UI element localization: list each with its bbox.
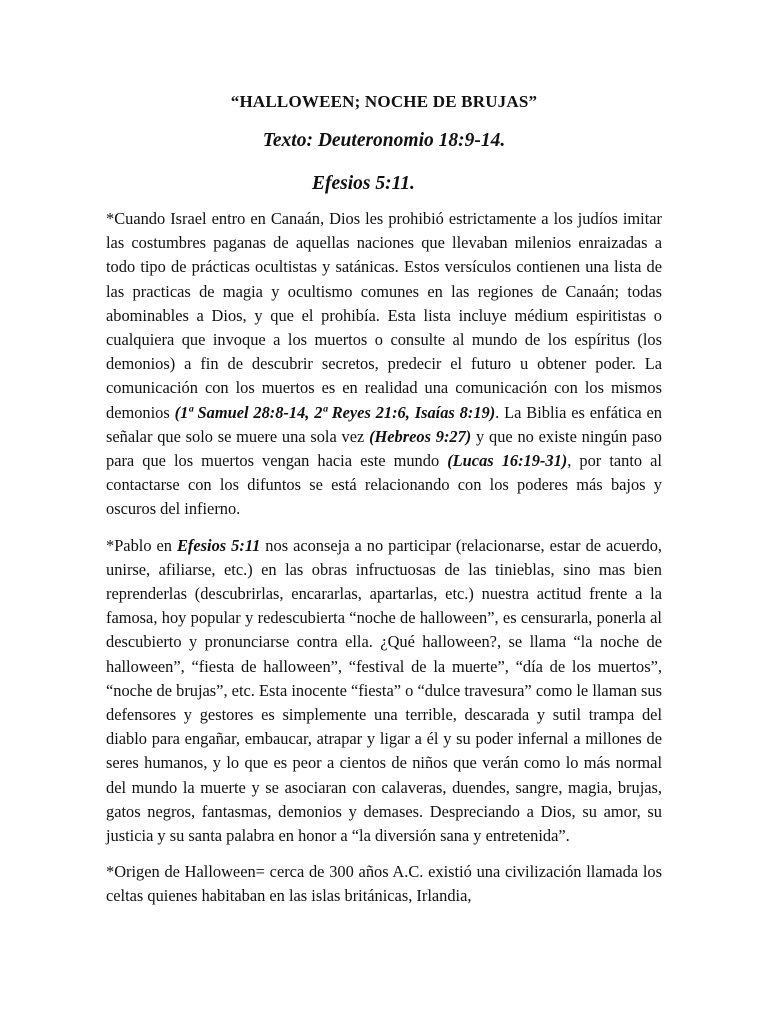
- paragraph-1: [106, 207, 662, 522]
- scripture-reference: (1ª Samuel 28:8-14, 2ª Reyes 21:6, Isaías 8:19): [174, 402, 496, 422]
- document-subtitle: Texto: Deuteronomio 18:9-14.: [262, 130, 506, 151]
- scripture-reference: (Lucas 16:19-31): [447, 451, 568, 471]
- paragraph-2: [106, 534, 662, 849]
- document-subtitle-secondary: Efesios 5:11.: [312, 173, 415, 194]
- paragraph-text: y que no existe ningún paso para que los muertos vengan hacia este mundo: [106, 426, 662, 471]
- paragraph-text: *Origen de Halloween= cerca de 300 años A.C. existió una civilización llamada los celtas quienes habitaban en las islas británicas, Irlandia,: [106, 862, 662, 906]
- paragraph-text: , por tanto al contactarse con los difuntos se está relacionando con los poderes más bajos y oscuros del infierno.: [106, 451, 662, 519]
- paragraph-text: nos aconseja a no participar (relacionarse, estar de acuerdo, unirse, afiliarse, etc.) en las obras infructuosas de las tinieblas, sino mas bien reprenderlas (descubrirlas, encararlas, apartarlas, etc.) nuestra actitud frente a la famosa, hoy popular y redescubierta “noche de halloween”, es censurarla, ponerla al descubierto y pronunciarse contra ella. ¿Qué halloween?, se llama “la noche de halloween”, “fiesta de halloween”, “festival de la muerte”, “día de los muertos”, “noche de brujas”, etc. Esta inocente “fiesta” o “dulce travesura” como le llaman sus defensores y gestores es simplemente una terrible, descarada y sutil trampa del diablo para engañar, embaucar, atrapar y ligar a él y su poder infernal a millones de seres humanos, y lo que es peor a cientos de niños que verán como lo más normal del mundo la muerte y se asociaran con calaveras, duendes, sangre, magia, brujas, gatos negros, fantasmas, demonios y demases. Despreciando a Dios, su amor, su justicia y su santa palabra en honor a “la diversión sana y entretenida”.: [106, 535, 662, 846]
- paragraph-text: *Pablo en: [106, 535, 177, 555]
- document-body: [106, 207, 662, 921]
- paragraph-text: . La Biblia es enfática en señalar que solo se muere una sola vez: [106, 402, 662, 446]
- scripture-reference: (Hebreos 9:27): [369, 426, 472, 446]
- document-title: “HALLOWEEN; NOCHE DE BRUJAS”: [230, 92, 538, 111]
- paragraph-text: *Cuando Israel entro en Canaán, Dios les prohibió estrictamente a los judíos imitar las costumbres paganas de aquellas naciones que llevaban milenios enraizadas a todo tipo de prácticas ocultistas y satánicas. Estos versículos contienen una lista de las practicas de magia y ocultismo comunes en las regiones de Canaán; todas abominables a Dios, y que el prohibía. Esta lista incluye médium espiritistas o cualquiera que invoque a los muertos o consulte al mundo de los espíritus (los demonios) a fin de descubrir secretos, predecir el futuro u obtener poder. La comunicación con los muertos es en realidad una comunicación con los mismos demonios: [106, 209, 662, 422]
- scripture-reference: Efesios 5:11: [177, 535, 261, 555]
- paragraph-3: [106, 860, 662, 908]
